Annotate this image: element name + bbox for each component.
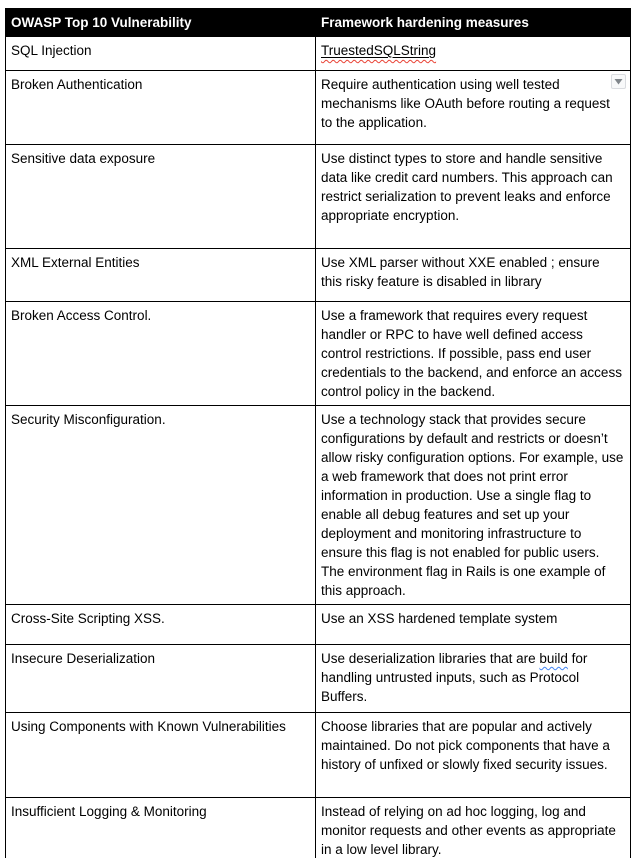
- vulnerability-cell[interactable]: [6, 605, 316, 645]
- vulnerability-cell[interactable]: [6, 798, 316, 858]
- vulnerability-cell[interactable]: [6, 37, 316, 71]
- owasp-hardening-table: [5, 8, 631, 858]
- vulnerability-cell[interactable]: [6, 713, 316, 798]
- table-body: [6, 37, 631, 858]
- spell-error-text: TruestedSQLString: [321, 43, 437, 58]
- text-run: Insecure Deserialization: [11, 651, 156, 666]
- text-run: Broken Authentication: [11, 77, 143, 92]
- table-row: [6, 798, 631, 858]
- text-run: Sensitive data exposure: [11, 151, 156, 166]
- text-run: Cross-Site Scripting XSS.: [11, 611, 165, 626]
- header-cell-vulnerability[interactable]: OWASP Top 10 Vulnerability: [6, 9, 316, 37]
- vulnerability-cell[interactable]: [6, 249, 316, 302]
- collapse-dropdown-button[interactable]: [611, 74, 626, 89]
- header-row: [6, 9, 631, 37]
- grammar-error-text: build: [539, 651, 568, 666]
- table-row: [6, 249, 631, 302]
- text-run: XML External Entities: [11, 255, 140, 270]
- text-run: Use distinct types to store and handle sensitive data like credit card numbers. This approach can restrict serialization to prevent leaks and enforce appropriate encryption.: [321, 151, 613, 223]
- table-row: [6, 645, 631, 713]
- text-run: Security Misconfiguration.: [11, 412, 166, 427]
- collapse-dropdown-icon: [614, 78, 623, 86]
- vulnerability-cell[interactable]: [6, 71, 316, 145]
- table-row: [6, 406, 631, 605]
- header-cell-measures[interactable]: Framework hardening measures: [316, 9, 631, 37]
- vulnerability-cell[interactable]: [6, 302, 316, 406]
- text-run: SQL Injection: [11, 43, 92, 58]
- measure-cell[interactable]: [316, 645, 631, 713]
- table-row: [6, 145, 631, 249]
- text-run: Using Components with Known Vulnerabilities: [11, 719, 286, 734]
- measure-cell[interactable]: [316, 145, 631, 249]
- measure-cell[interactable]: [316, 71, 631, 145]
- text-run: Use XML parser without XXE enabled ; ensure this risky feature is disabled in library: [321, 255, 600, 289]
- text-run: Use a framework that requires every request handler or RPC to have well defined access control restrictions. If possible, pass end user credentials to the backend, and enforce an access control policy in the backend.: [321, 308, 622, 399]
- measure-cell[interactable]: [316, 302, 631, 406]
- text-run: Require authentication using well tested mechanisms like OAuth before routing a request to the application.: [321, 77, 610, 130]
- table-row: [6, 605, 631, 645]
- text-run: for handling untrusted inputs, such as Protocol Buffers.: [321, 651, 588, 704]
- underline-text: [321, 43, 436, 58]
- measure-cell[interactable]: [316, 406, 631, 605]
- table-row: [6, 713, 631, 798]
- table-row: [6, 302, 631, 406]
- vulnerability-cell[interactable]: [6, 645, 316, 713]
- measure-cell[interactable]: [316, 249, 631, 302]
- vulnerability-cell[interactable]: [6, 406, 316, 605]
- measure-cell[interactable]: [316, 798, 631, 858]
- table-row: [6, 37, 631, 71]
- text-run: Use a technology stack that provides secure configurations by default and restricts or doesn’t allow risky configuration options. For example, use a web framework that does not print error information in production. Use a single flag to enable all debug features and set up your deployment and monitoring infrastructure to ensure this flag is not enabled for public users. The environment flag in Rails is one example of this approach.: [321, 412, 624, 598]
- text-run: Instead of relying on ad hoc logging, log and monitor requests and other events as appropriate in a low level library.: [321, 804, 616, 857]
- text-run: Broken Access Control.: [11, 308, 152, 323]
- text-run: Use an XSS hardened template system: [321, 611, 558, 626]
- measure-cell[interactable]: [316, 713, 631, 798]
- text-run: Use deserialization libraries that are: [321, 651, 540, 666]
- table-row: [6, 71, 631, 145]
- measure-cell[interactable]: [316, 605, 631, 645]
- text-run: Insufficient Logging & Monitoring: [11, 804, 207, 819]
- measure-cell[interactable]: [316, 37, 631, 71]
- vulnerability-cell[interactable]: [6, 145, 316, 249]
- text-run: Choose libraries that are popular and actively maintained. Do not pick components that have a history of unfixed or slowly fixed security issues.: [321, 719, 610, 772]
